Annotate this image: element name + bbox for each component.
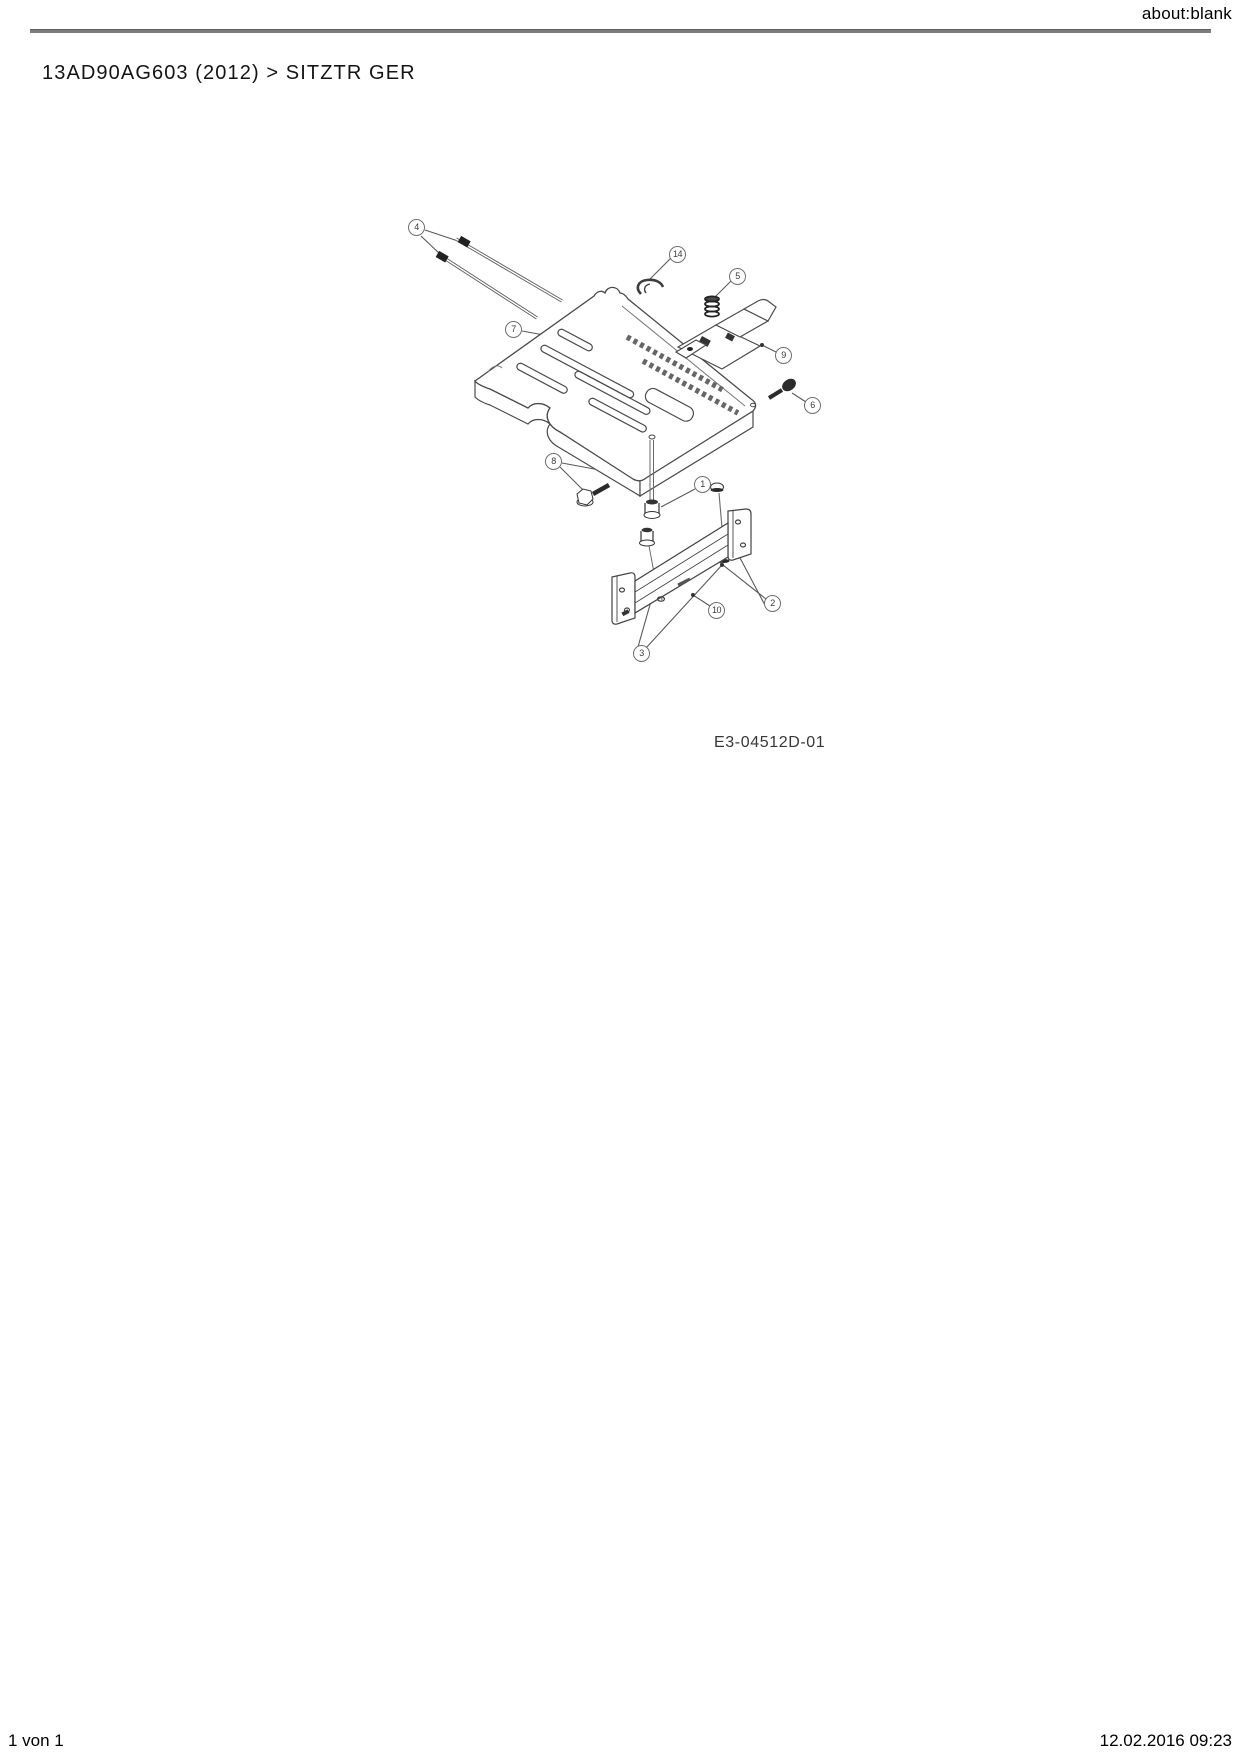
callout-9: 9 [775, 347, 792, 364]
callout-1: 1 [694, 476, 711, 493]
part-clip [638, 280, 663, 294]
callout-8: 8 [545, 453, 562, 470]
drawing-number-label: E3-04512D-01 [714, 734, 826, 751]
url-header: about:blank [1141, 4, 1232, 23]
callout-7: 7 [505, 321, 522, 338]
callout-10: 10 [708, 602, 725, 619]
footer-timestamp: 12.02.2016 09:23 [1099, 1731, 1232, 1750]
callout-6: 6 [804, 397, 821, 414]
callout-2: 2 [764, 595, 781, 612]
page-title: 13AD90AG603 (2012) > SITZTR GER [42, 62, 416, 84]
footer-page-count: 1 von 1 [8, 1731, 64, 1750]
callout-3: 3 [633, 645, 650, 662]
callout-5: 5 [729, 268, 746, 285]
part-seat-pan [475, 287, 756, 496]
callout-14: 14 [669, 246, 686, 263]
part-spring [705, 296, 719, 316]
exploded-view-art [390, 190, 860, 770]
part-rods [436, 236, 562, 318]
callout-4: 4 [408, 219, 425, 236]
part-bracket [612, 509, 751, 624]
